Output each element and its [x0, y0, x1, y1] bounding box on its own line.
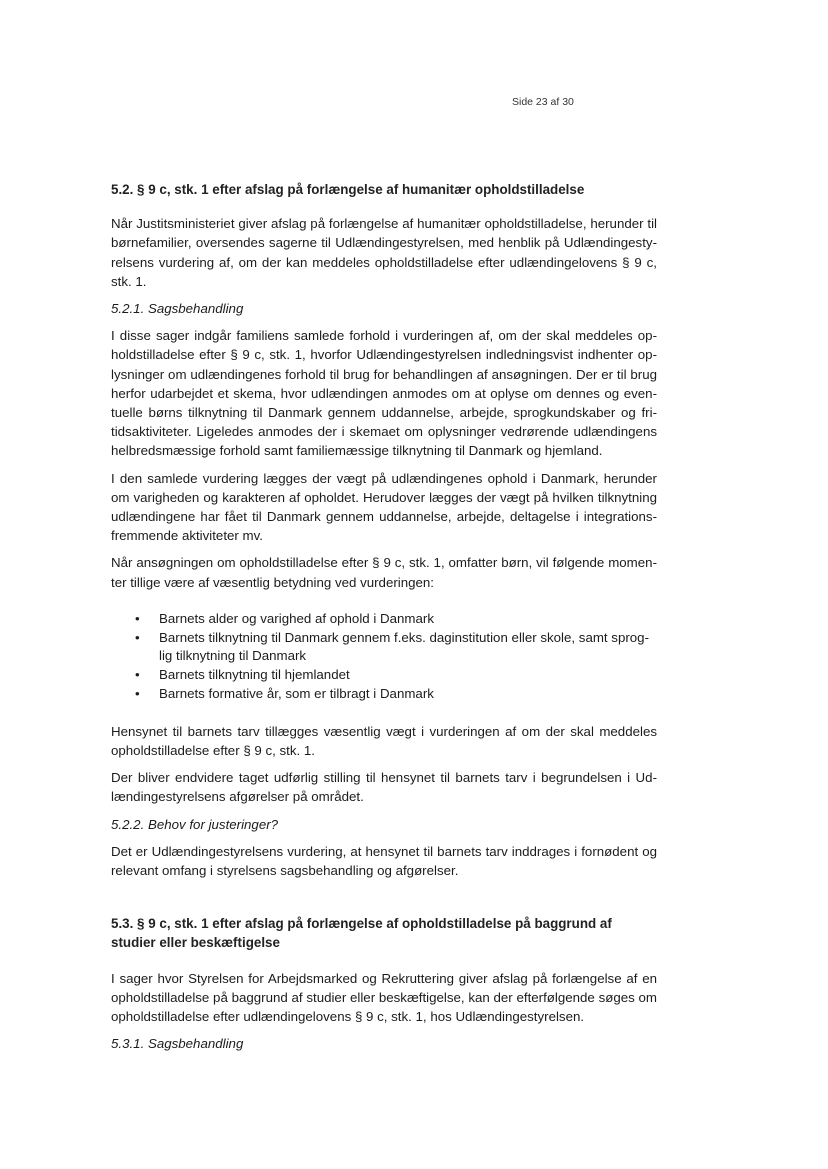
bullet-icon: • [135, 610, 140, 626]
subsection-heading-5-2-2: 5.2.2. Behov for justeringer? [111, 816, 279, 832]
section-heading-5-2: 5.2. § 9 c, stk. 1 efter afslag på forlængelse af humanitær opholdstilladelse [111, 182, 585, 197]
bullet-icon: • [135, 629, 140, 645]
section-5-3-intro: I sager hvor Styrelsen for Arbejdsmarked og Rekruttering giver afslag på forlængelse af en opholdstilladelse på baggrund af studier eller beskæftigelse, kan der efterfølgende søges om opholdstilladelse efter udlændingelovens § 9 c, stk. 1, hos Udlændingestyrelsen. [111, 970, 657, 1025]
section-5-2-intro: Når Justitsministeriet giver afslag på forlængelse af humanitær opholdstilladelse, herunder til børnefamilier, oversendes sagerne til Udlændingestyrelsen, med henblik på Udlændingestyrelsens vurdering af, om der kan meddeles opholdstilladelse efter udlændingelovens § 9 c, stk. 1. [111, 216, 657, 289]
list-item-text: Barnets tilknytning til hjemlandet [159, 667, 350, 683]
paragraph: I den samlede vurdering lægges der vægt på udlændingenes ophold i Danmark, herunder om varigheden og karakteren af opholdet. Herudover lægges der vægt på hvilken tilknytning udlændingene har fået til Danmark gennem uddannelse, arbejde, deltagelse i integrationsfremmende aktiviteter mv. [111, 470, 657, 544]
document-body [111, 180, 657, 1061]
paragraph: Der bliver endvidere taget udførlig stilling til hensynet til barnets tarv i begrundelsen i Udlændingestyrelsens afgørelser på området. [111, 770, 657, 805]
paragraph: Det er Udlændingestyrelsens vurdering, at hensynet til barnets tarv inddrages i fornødent og relevant omfang i styrelsens sagsbehandling og afgørelser. [111, 843, 657, 879]
list-item-text: Barnets formative år, som er tilbragt i Danmark [159, 686, 434, 702]
list-item-text: Barnets tilknytning til Danmark gennem f.eks. daginstitution eller skole, samt sproglig tilknytning til Danmark [159, 629, 650, 664]
list-item [135, 666, 657, 685]
bullet-list [111, 610, 657, 704]
list-item-text: Barnets alder og varighed af ophold i Danmark [159, 610, 434, 626]
paragraph: Når ansøgningen om opholdstilladelse efter § 9 c, stk. 1, omfatter børn, vil følgende momenter tillige være af væsentlig betydning ved vurderingen: [111, 555, 657, 590]
section-heading-5-3: 5.3. § 9 c, stk. 1 efter afslag på forlængelse af opholdstilladelse på baggrund af studier eller beskæftigelse [111, 916, 612, 951]
list-item [135, 629, 657, 667]
bullet-icon: • [135, 667, 140, 683]
page-number: Side 23 af 30 [512, 96, 574, 108]
bullet-icon: • [135, 686, 140, 702]
paragraph: Hensynet til barnets tarv tillægges væsentlig vægt i vurderingen af om der skal meddeles opholdstilladelse efter § 9 c, stk. 1. [111, 723, 657, 759]
paragraph: I disse sager indgår familiens samlede forhold i vurderingen af, om der skal meddeles opholdstilladelse efter § 9 c, stk. 1, hvorfor Udlændingestyrelsen indledningsvist indhenter oplysninger om udlændingenes forhold til brug for behandlingen af ansøgningen. Der er til brug herfor udarbejdet et skema, hvor udlændingen anmodes om at oplyse om dennes og eventuelle børns tilknytning til Danmark gennem uddannelse, arbejde, sprogkundskaber og fritidsaktiviteter. Ligeledes anmodes der i skemaet om oplysninger vedrørende udlændingens helbredsmæssige forhold samt familiemæssige tilknytning til Danmark og hjemland. [111, 328, 657, 459]
subsection-heading-5-2-1: 5.2.1. Sagsbehandling [111, 301, 244, 317]
list-item [135, 685, 657, 704]
list-item [135, 610, 657, 629]
subsection-heading-5-3-1: 5.3.1. Sagsbehandling [111, 1036, 244, 1052]
